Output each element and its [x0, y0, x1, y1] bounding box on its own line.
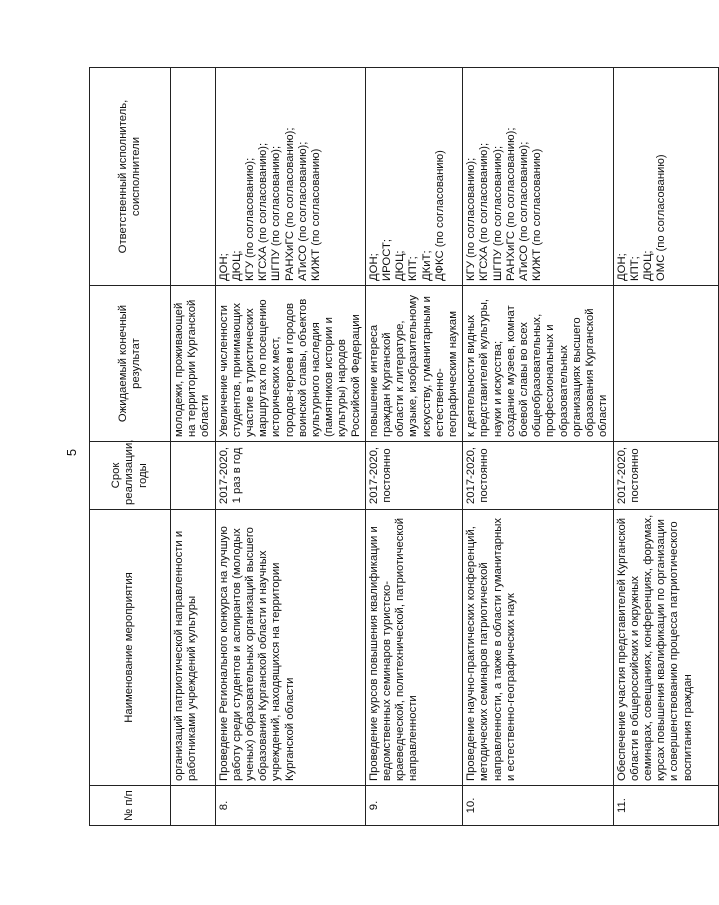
executor: АТиСО (по согласованию);	[296, 141, 309, 281]
executor: ДЮЦ;	[230, 250, 243, 281]
column-header-executors: Ответственный исполнитель, соисполнители	[90, 68, 171, 286]
table-row	[171, 68, 216, 826]
executor: ШГПУ (по согласованию);	[491, 145, 504, 281]
row-executors	[171, 68, 216, 286]
row-number: 9.	[365, 786, 462, 826]
executor: ДФКС (по согласованию)	[433, 150, 446, 281]
column-header-name: Наименование мероприятия	[90, 510, 171, 786]
executor: КПТ;	[628, 256, 641, 281]
row-number: 11.	[613, 786, 718, 826]
table-row	[365, 68, 462, 826]
executor: ДЮЦ;	[394, 250, 407, 281]
document-table-rotated	[89, 68, 694, 826]
executor: ШГПУ (по согласованию);	[270, 145, 283, 281]
executor: КИЖТ (по согласованию)	[310, 148, 323, 281]
row-result: Увеличение численности студентов, принимающих участие в туристических маршрутах по посещению исторических мест, городов-героев и городов воинской славы, объектов культурного наследия (памятников истории и культуры) народов Российской Федерации	[215, 286, 365, 442]
executor: ДКиТ;	[420, 250, 433, 281]
row-result: повышение интереса граждан Курганской области к литературе, музыке, изобразительному искусству, гуманитарным и естественно-географическим наукам	[365, 286, 462, 442]
row-executors	[613, 68, 718, 286]
page-number: 5	[64, 448, 80, 457]
row-name: Обеспечение участия представителей Курганской области в общероссийских и окружных семинарах, совещаниях, конференциях, форумах, курсах повышения квалификации по организации и совершенствованию процесса патриотического воспитания граждан	[613, 510, 718, 786]
executor: КГСХА (по согласованию);	[478, 142, 491, 281]
row-name: Проведение курсов повышения квалификации и ведомственных семинаров туристско-краеведческой, политехнической, патриотической направленности	[365, 510, 462, 786]
executor: ДОН;	[615, 253, 628, 281]
row-executors	[365, 68, 462, 286]
executor: ИРОСТ;	[381, 238, 394, 281]
row-executors	[463, 68, 613, 286]
executor: ДЮЦ;	[641, 250, 654, 281]
executor: ДОН;	[217, 253, 230, 281]
row-result: молодежи, проживающей на территории Курганской области	[171, 286, 216, 442]
row-term: 2017-2020, постоянно	[365, 442, 462, 510]
executor: КИЖТ (по согласованию)	[531, 148, 544, 281]
row-number: 10.	[463, 786, 613, 826]
executor: ОМС (по согласованию)	[655, 154, 668, 281]
table-row	[613, 68, 718, 826]
row-name: Проведение Регионального конкурса на лучшую работу среди студентов и аспирантов (молодых ученых) образовательных организаций высшего образования Курганской области и научных учреждений, находящихся на территории Курганской области	[215, 510, 365, 786]
table-row	[463, 68, 613, 826]
row-term: 2017-2020, 1 раз в год	[215, 442, 365, 510]
row-term: 2017-2020, постоянно	[613, 442, 718, 510]
column-header-number: № п/п	[90, 786, 171, 826]
executor: КПТ;	[407, 256, 420, 281]
column-header-term: Срок реализации, годы	[90, 442, 171, 510]
table-header-row	[90, 68, 171, 826]
column-header-result: Ожидаемый конечный результат	[90, 286, 171, 442]
row-number: 8.	[215, 786, 365, 826]
row-term	[171, 442, 216, 510]
row-term: 2017-2020, постоянно	[463, 442, 613, 510]
executor: РАНХиГС (по согласованию);	[283, 127, 296, 281]
events-table	[89, 67, 719, 826]
executor: ДОН;	[367, 253, 380, 281]
executor: КГСХА (по согласованию);	[257, 142, 270, 281]
row-result	[613, 286, 718, 442]
row-name: Проведение научно-практических конференций, методических семинаров патриотической направленности, а также в области гуманитарных и естественно-географических наук	[463, 510, 613, 786]
executor: РАНХиГС (по согласованию);	[504, 127, 517, 281]
row-number	[171, 786, 216, 826]
executor: КГУ (по согласованию);	[465, 157, 478, 281]
executor: АТиСО (по согласованию);	[518, 141, 531, 281]
row-result: к деятельности видных представителей культуры, науки и искусства; создание музеев, комнат боевой славы во всех общеобразовательных, профессиональных и образовательных организациях высшего образования Курганской области	[463, 286, 613, 442]
table-row	[215, 68, 365, 826]
row-name: организаций патриотической направленности и работниками учреждений культуры	[171, 510, 216, 786]
executor: КГУ (по согласованию);	[244, 157, 257, 281]
row-executors	[215, 68, 365, 286]
